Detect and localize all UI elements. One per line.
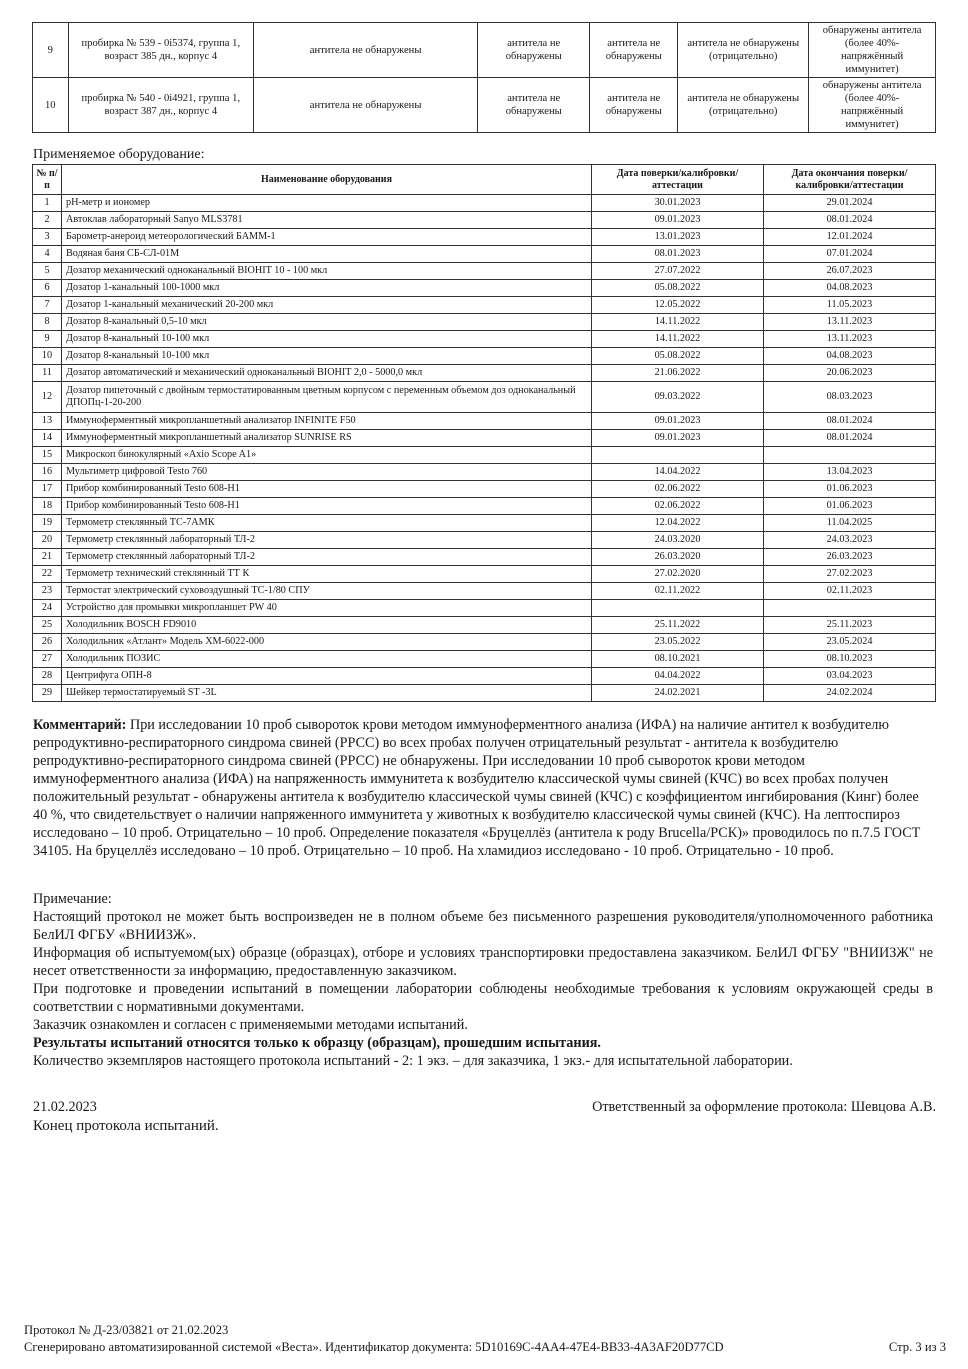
footer-generated: Сгенерировано автоматизированной системой «Веста». Идентификатор документа: 5D10169C-4AA4-47E4-BB33-4A3AF20D77CD (24, 1340, 724, 1354)
equipment-number: 15 (33, 447, 62, 464)
calibration-date: 30.01.2023 (592, 195, 764, 212)
equipment-name: Прибор комбинированный Testo 608-H1 (62, 481, 592, 498)
note-methods: Заказчик ознакомлен и согласен с применяемыми методами испытаний. (33, 1017, 468, 1033)
calibration-end-date: 11.04.2025 (764, 515, 936, 532)
calibration-end-date: 24.03.2023 (764, 532, 936, 549)
equipment-number: 19 (33, 515, 62, 532)
note-sample-info: Информация об испытуемом(ых) образце (образцах), отборе и условиях транспортировки предоставлена заказчиком. БелИЛ ФГБУ "ВНИИЗЖ" не несет ответственности за информацию, предоставленную заказчиком. (33, 945, 933, 979)
equipment-number: 6 (33, 280, 62, 297)
calibration-date: 24.03.2020 (592, 532, 764, 549)
calibration-date: 12.05.2022 (592, 297, 764, 314)
equipment-name: Дозатор механический одноканальный BIOHIT 10 - 100 мкл (62, 263, 592, 280)
equipment-name: Иммуноферментный микропланшетный анализатор INFINITE F50 (62, 413, 592, 430)
calibration-end-date: 29.01.2024 (764, 195, 936, 212)
equipment-name: Термометр стеклянный лабораторный ТЛ-2 (62, 549, 592, 566)
result-cell: антитела не обнаружены (478, 78, 590, 133)
calibration-end-date: 01.06.2023 (764, 498, 936, 515)
notes-heading: Примечание: (33, 891, 112, 907)
calibration-date: 04.04.2022 (592, 668, 764, 685)
header-name: Наименование оборудования (62, 165, 592, 195)
results-row (33, 78, 936, 133)
calibration-date: 05.08.2022 (592, 348, 764, 365)
equipment-number: 3 (33, 229, 62, 246)
equipment-row (33, 280, 936, 297)
equipment-name: Иммуноферментный микропланшетный анализатор SUNRISE RS (62, 430, 592, 447)
row-number: 9 (33, 23, 69, 78)
equipment-name: Барометр-анероид метеорологический БАММ-1 (62, 229, 592, 246)
calibration-date: 09.01.2023 (592, 413, 764, 430)
equipment-name: Устройство для промывки микропланшет PW 40 (62, 600, 592, 617)
note-reproduction: Настоящий протокол не может быть воспроизведен не в полном объеме без письменного разрешения руководителя/уполномоченного работника БелИЛ ФГБУ «ВНИИЗЖ». (33, 909, 933, 943)
calibration-date: 23.05.2022 (592, 634, 764, 651)
equipment-row (33, 549, 936, 566)
equipment-name: Центрифуга ОПН-8 (62, 668, 592, 685)
equipment-number: 5 (33, 263, 62, 280)
sample-cell: пробирка № 540 - 0i4921, группа 1, возраст 387 дн., корпус 4 (68, 78, 253, 133)
equipment-number: 4 (33, 246, 62, 263)
end-of-protocol: Конец протокола испытаний. (33, 1118, 219, 1134)
calibration-date: 21.06.2022 (592, 365, 764, 382)
calibration-end-date: 23.05.2024 (764, 634, 936, 651)
calibration-end-date: 02.11.2023 (764, 583, 936, 600)
equipment-number: 18 (33, 498, 62, 515)
comment-text: При исследовании 10 проб сывороток крови методом иммуноферментного анализа (ИФА) на наличие антител к возбудителю репродуктивно-респираторного синдрома свиней (РРСС) во всех пробах получен отрицательный результат - антитела к возбудителю репродуктивно-респираторного синдрома свиней (РРСС) не обнаружены. При исследовании 10 проб сывороток крови методом иммуноферментного анализа (ИФА) на напряженность иммунитета к возбудителю классической чумы свиней (КЧС) во всех пробах получен положительный результат - обнаружены антитела к возбудителю классической чумы свиней (КЧС) с коэффициентом ингибирования (Кинг) более 40 %, что свидетельствует о наличии напряженного иммунитета у животных к возбудителю классической чумы свиней (КЧС). На лептоспироз исследовано – 10 проб. Отрицательно – 10 проб. Определение показателя «Бруцеллёз (антитела к роду Brucella/РСК)» проводилось по п.7.5 ГОСТ 34105. На бруцеллёз исследовано – 10 проб. Отрицательно – 10 проб. На хламидиоз исследовано - 10 проб. Отрицательно - 10 проб. (33, 717, 921, 859)
equipment-name: Дозатор 8-канальный 0,5-10 мкл (62, 314, 592, 331)
calibration-end-date: 20.06.2023 (764, 365, 936, 382)
equipment-row (33, 348, 936, 365)
calibration-end-date: 27.02.2023 (764, 566, 936, 583)
equipment-name: Водяная баня СБ-СЛ-01М (62, 246, 592, 263)
calibration-date: 26.03.2020 (592, 549, 764, 566)
equipment-number: 28 (33, 668, 62, 685)
equipment-table-header (33, 165, 936, 195)
equipment-name: Холодильник «Атлант» Модель ХМ-6022-000 (62, 634, 592, 651)
equipment-row (33, 651, 936, 668)
result-cell: антитела не обнаружены (254, 78, 478, 133)
equipment-row (33, 212, 936, 229)
equipment-row (33, 365, 936, 382)
result-cell: антитела не обнаружены (отрицательно) (678, 23, 809, 78)
notes-block (33, 890, 933, 1070)
calibration-date: 05.08.2022 (592, 280, 764, 297)
responsible-person: Ответственный за оформление протокола: Шевцова А.В. (592, 1099, 936, 1115)
calibration-end-date: 03.04.2023 (764, 668, 936, 685)
equipment-row (33, 195, 936, 212)
calibration-date: 02.06.2022 (592, 498, 764, 515)
calibration-end-date: 25.11.2023 (764, 617, 936, 634)
equipment-row (33, 447, 936, 464)
equipment-number: 11 (33, 365, 62, 382)
equipment-number: 12 (33, 382, 62, 413)
equipment-name: Мультиметр цифровой Testo 760 (62, 464, 592, 481)
results-table (32, 22, 936, 133)
calibration-end-date: 26.03.2023 (764, 549, 936, 566)
equipment-number: 7 (33, 297, 62, 314)
footer-page-number: Стр. 3 из 3 (888, 1340, 946, 1354)
equipment-row (33, 413, 936, 430)
equipment-name: Дозатор 1-канальный 100-1000 мкл (62, 280, 592, 297)
calibration-end-date: 08.01.2024 (764, 430, 936, 447)
calibration-date: 14.11.2022 (592, 331, 764, 348)
equipment-row (33, 464, 936, 481)
equipment-row (33, 314, 936, 331)
calibration-date: 09.01.2023 (592, 430, 764, 447)
equipment-row (33, 617, 936, 634)
equipment-row (33, 246, 936, 263)
calibration-end-date: 04.08.2023 (764, 348, 936, 365)
comment-label: Комментарий: (33, 717, 127, 733)
equipment-name: Дозатор 1-канальный механический 20-200 мкл (62, 297, 592, 314)
calibration-date: 24.02.2021 (592, 685, 764, 702)
equipment-row (33, 566, 936, 583)
equipment-row (33, 382, 936, 413)
equipment-row (33, 229, 936, 246)
calibration-end-date: 08.03.2023 (764, 382, 936, 413)
equipment-row (33, 263, 936, 280)
equipment-number: 20 (33, 532, 62, 549)
calibration-date: 12.04.2022 (592, 515, 764, 532)
calibration-end-date: 13.11.2023 (764, 314, 936, 331)
equipment-name: Дозатор пипеточный с двойным термостатированным цветным корпусом с переменным объемом доз одноканальный ДПОПц-1-20-200 (62, 382, 592, 413)
comment-block (33, 716, 933, 860)
calibration-end-date: 24.02.2024 (764, 685, 936, 702)
calibration-end-date: 13.11.2023 (764, 331, 936, 348)
footer-protocol: Протокол № Д-23/03821 от 21.02.2023 (24, 1323, 229, 1337)
equipment-number: 16 (33, 464, 62, 481)
equipment-number: 27 (33, 651, 62, 668)
equipment-table (32, 164, 936, 702)
result-cell: антитела не обнаружены (590, 78, 678, 133)
equipment-row (33, 297, 936, 314)
equipment-row (33, 430, 936, 447)
note-copies: Количество экземпляров настоящего протокола испытаний - 2: 1 экз. – для заказчика, 1 экз.- для испытательной лаборатории. (33, 1053, 793, 1069)
calibration-date: 08.01.2023 (592, 246, 764, 263)
equipment-row (33, 583, 936, 600)
calibration-date: 14.04.2022 (592, 464, 764, 481)
calibration-end-date (764, 600, 936, 617)
calibration-date: 13.01.2023 (592, 229, 764, 246)
calibration-end-date: 07.01.2024 (764, 246, 936, 263)
equipment-row (33, 532, 936, 549)
page-footer (24, 1322, 946, 1356)
equipment-row (33, 481, 936, 498)
equipment-name: Дозатор автоматический и механический одноканальный BIOHIT 2,0 - 5000,0 мкл (62, 365, 592, 382)
equipment-row (33, 600, 936, 617)
equipment-row (33, 515, 936, 532)
equipment-number: 8 (33, 314, 62, 331)
equipment-number: 26 (33, 634, 62, 651)
equipment-number: 23 (33, 583, 62, 600)
calibration-date: 09.03.2022 (592, 382, 764, 413)
equipment-row (33, 331, 936, 348)
equipment-number: 25 (33, 617, 62, 634)
equipment-name: Холодильник BOSCH FD9010 (62, 617, 592, 634)
calibration-end-date: 11.05.2023 (764, 297, 936, 314)
row-number: 10 (33, 78, 69, 133)
equipment-number: 2 (33, 212, 62, 229)
equipment-name: pH-метр и иономер (62, 195, 592, 212)
calibration-date: 25.11.2022 (592, 617, 764, 634)
result-cell: антитела не обнаружены (отрицательно) (678, 78, 809, 133)
result-cell: антитела не обнаружены (590, 23, 678, 78)
equipment-section-title: Применяемое оборудование: (33, 147, 205, 162)
equipment-number: 9 (33, 331, 62, 348)
calibration-date: 02.06.2022 (592, 481, 764, 498)
equipment-row (33, 685, 936, 702)
equipment-name: Термометр технический стеклянный ТТ К (62, 566, 592, 583)
equipment-name: Термометр стеклянный ТС-7АМК (62, 515, 592, 532)
equipment-name: Шейкер термостатируемый ST -3L (62, 685, 592, 702)
equipment-number: 14 (33, 430, 62, 447)
calibration-end-date: 08.10.2023 (764, 651, 936, 668)
calibration-end-date: 04.08.2023 (764, 280, 936, 297)
equipment-number: 24 (33, 600, 62, 617)
equipment-number: 13 (33, 413, 62, 430)
sample-cell: пробирка № 539 - 0i5374, группа 1, возраст 385 дн., корпус 4 (68, 23, 253, 78)
calibration-end-date (764, 447, 936, 464)
calibration-end-date: 08.01.2024 (764, 212, 936, 229)
equipment-number: 10 (33, 348, 62, 365)
equipment-name: Прибор комбинированный Testo 608-H1 (62, 498, 592, 515)
calibration-end-date: 12.01.2024 (764, 229, 936, 246)
result-cell: обнаружены антитела (более 40%- напряжённый иммунитет) (809, 78, 936, 133)
equipment-name: Холодильник ПОЗИС (62, 651, 592, 668)
equipment-number: 22 (33, 566, 62, 583)
header-date-check: Дата поверки/калибровки/аттестации (592, 165, 764, 195)
equipment-name: Дозатор 8-канальный 10-100 мкл (62, 348, 592, 365)
equipment-number: 17 (33, 481, 62, 498)
signature-date: 21.02.2023 (33, 1099, 97, 1115)
calibration-end-date: 01.06.2023 (764, 481, 936, 498)
result-cell: обнаружены антитела (более 40%- напряжённый иммунитет) (809, 23, 936, 78)
header-num: № п/п (33, 165, 62, 195)
equipment-row (33, 498, 936, 515)
equipment-name: Микроскоп бинокулярный «Axio Scope A1» (62, 447, 592, 464)
note-results-scope: Результаты испытаний относятся только к образцу (образцам), прошедшим испытания. (33, 1035, 601, 1051)
calibration-date (592, 600, 764, 617)
calibration-end-date: 26.07.2023 (764, 263, 936, 280)
equipment-row (33, 634, 936, 651)
results-row (33, 23, 936, 78)
calibration-date (592, 447, 764, 464)
equipment-number: 1 (33, 195, 62, 212)
equipment-name: Дозатор 8-канальный 10-100 мкл (62, 331, 592, 348)
calibration-date: 14.11.2022 (592, 314, 764, 331)
header-date-end: Дата окончания поверки/калибровки/аттестации (764, 165, 936, 195)
calibration-date: 27.07.2022 (592, 263, 764, 280)
equipment-number: 21 (33, 549, 62, 566)
calibration-date: 02.11.2022 (592, 583, 764, 600)
calibration-date: 09.01.2023 (592, 212, 764, 229)
equipment-name: Автоклав лабораторный Sanyo MLS3781 (62, 212, 592, 229)
equipment-number: 29 (33, 685, 62, 702)
note-conditions: При подготовке и проведении испытаний в помещении лаборатории соблюдены необходимые требования к условиям окружающей среды в соответствии с нормативными документами. (33, 981, 933, 1015)
equipment-row (33, 668, 936, 685)
calibration-date: 08.10.2021 (592, 651, 764, 668)
result-cell: антитела не обнаружены (254, 23, 478, 78)
calibration-end-date: 08.01.2024 (764, 413, 936, 430)
equipment-name: Термометр стеклянный лабораторный ТЛ-2 (62, 532, 592, 549)
result-cell: антитела не обнаружены (478, 23, 590, 78)
equipment-name: Термостат электрический суховоздушный ТС-1/80 СПУ (62, 583, 592, 600)
calibration-end-date: 13.04.2023 (764, 464, 936, 481)
calibration-date: 27.02.2020 (592, 566, 764, 583)
